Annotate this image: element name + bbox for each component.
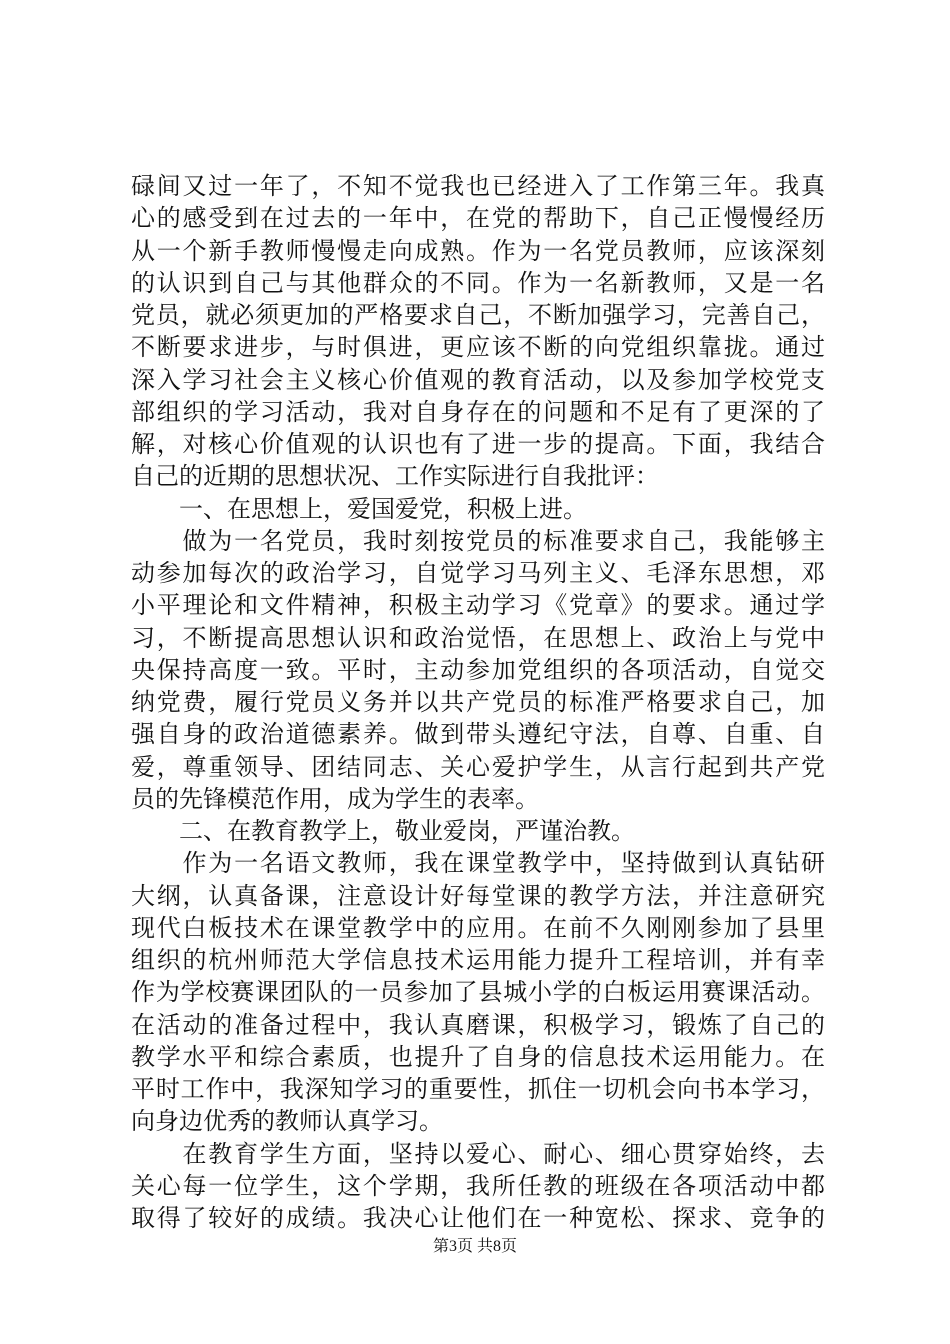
- text-line: 大纲，认真备课，注意设计好每堂课的教学方法，并注意研究: [131, 881, 825, 910]
- text-line: 心的感受到在过去的一年中，在党的帮助下，自己正慢慢经历: [131, 204, 825, 233]
- text-line: 做为一名党员，我时刻按党员的标准要求自己，我能够主: [131, 526, 825, 555]
- text-line: 央保持高度一致。平时，主动参加党组织的各项活动，自觉交: [131, 655, 825, 684]
- text-line: 二、在教育教学上，敬业爱岗，严谨治教。: [131, 817, 635, 845]
- text-line: 解，对核心价值观的认识也有了进一步的提高。下面，我结合: [131, 430, 825, 458]
- text-line: 动参加每次的政治学习，自觉学习马列主义、毛泽东思想，邓: [131, 559, 825, 587]
- text-line: 从一个新手教师慢慢走向成熟。作为一名党员教师，应该深刻: [131, 236, 825, 265]
- text-line: 现代白板技术在课堂教学中的应用。在前不久刚刚参加了县里: [131, 913, 825, 942]
- text-line: 在教育学生方面，坚持以爱心、耐心、细心贯穿始终，去: [131, 1139, 825, 1168]
- text-line: 自己的近期的思想状况、工作实际进行自我批评：: [131, 462, 659, 491]
- text-line: 取得了较好的成绩。我决心让他们在一种宽松、探求、竞争的: [131, 1204, 825, 1232]
- text-line: 在活动的准备过程中，我认真磨课，积极学习，锻炼了自己的: [131, 1010, 825, 1039]
- text-line: 平时工作中，我深知学习的重要性，抓住一切机会向书本学习，: [131, 1075, 825, 1103]
- text-line: 深入学习社会主义核心价值观的教育活动，以及参加学校党支: [131, 365, 825, 394]
- text-line: 不断要求进步，与时俱进，更应该不断的向党组织靠拢。通过: [131, 333, 825, 362]
- text-line: 作为一名语文教师，我在课堂教学中，坚持做到认真钻研: [131, 849, 825, 878]
- text-line: 作为学校赛课团队的一员参加了县城小学的白板运用赛课活动。: [131, 978, 825, 1007]
- text-line: 员的先锋模范作用，成为学生的表率。: [131, 784, 539, 813]
- text-line: 纳党费，履行党员义务并以共产党员的标准严格要求自己，加: [131, 688, 825, 716]
- text-line: 党员，就必须更加的严格要求自己，不断加强学习，完善自己，: [131, 301, 825, 329]
- text-line: 的认识到自己与其他群众的不同。作为一名新教师，又是一名: [131, 268, 825, 297]
- text-line: 碌间又过一年了，不知不觉我也已经进入了工作第三年。我真: [131, 172, 825, 200]
- text-line: 习，不断提高思想认识和政治觉悟，在思想上、政治上与党中: [131, 623, 825, 652]
- text-line: 向身边优秀的教师认真学习。: [131, 1107, 443, 1136]
- text-line: 强自身的政治道德素养。做到带头遵纪守法，自尊、自重、自: [131, 720, 825, 749]
- text-line: 组织的杭州师范大学信息技术运用能力提升工程培训，并有幸: [131, 946, 825, 974]
- page-number-footer: 第3页 共8页: [432, 1238, 517, 1255]
- text-line: 关心每一位学生，这个学期，我所任教的班级在各项活动中都: [131, 1171, 825, 1200]
- text-line: 部组织的学习活动，我对自身存在的问题和不足有了更深的了: [131, 397, 825, 426]
- text-line: 小平理论和文件精神，积极主动学习《党章》的要求。通过学: [131, 591, 825, 620]
- text-line: 爱，尊重领导、团结同志、关心爱护学生，从言行起到共产党: [131, 752, 825, 781]
- text-line: 教学水平和综合素质，也提升了自身的信息技术运用能力。在: [131, 1042, 825, 1071]
- text-line: 一、在思想上，爱国爱党，积极上进。: [131, 494, 587, 523]
- document-body: [131, 170, 825, 1234]
